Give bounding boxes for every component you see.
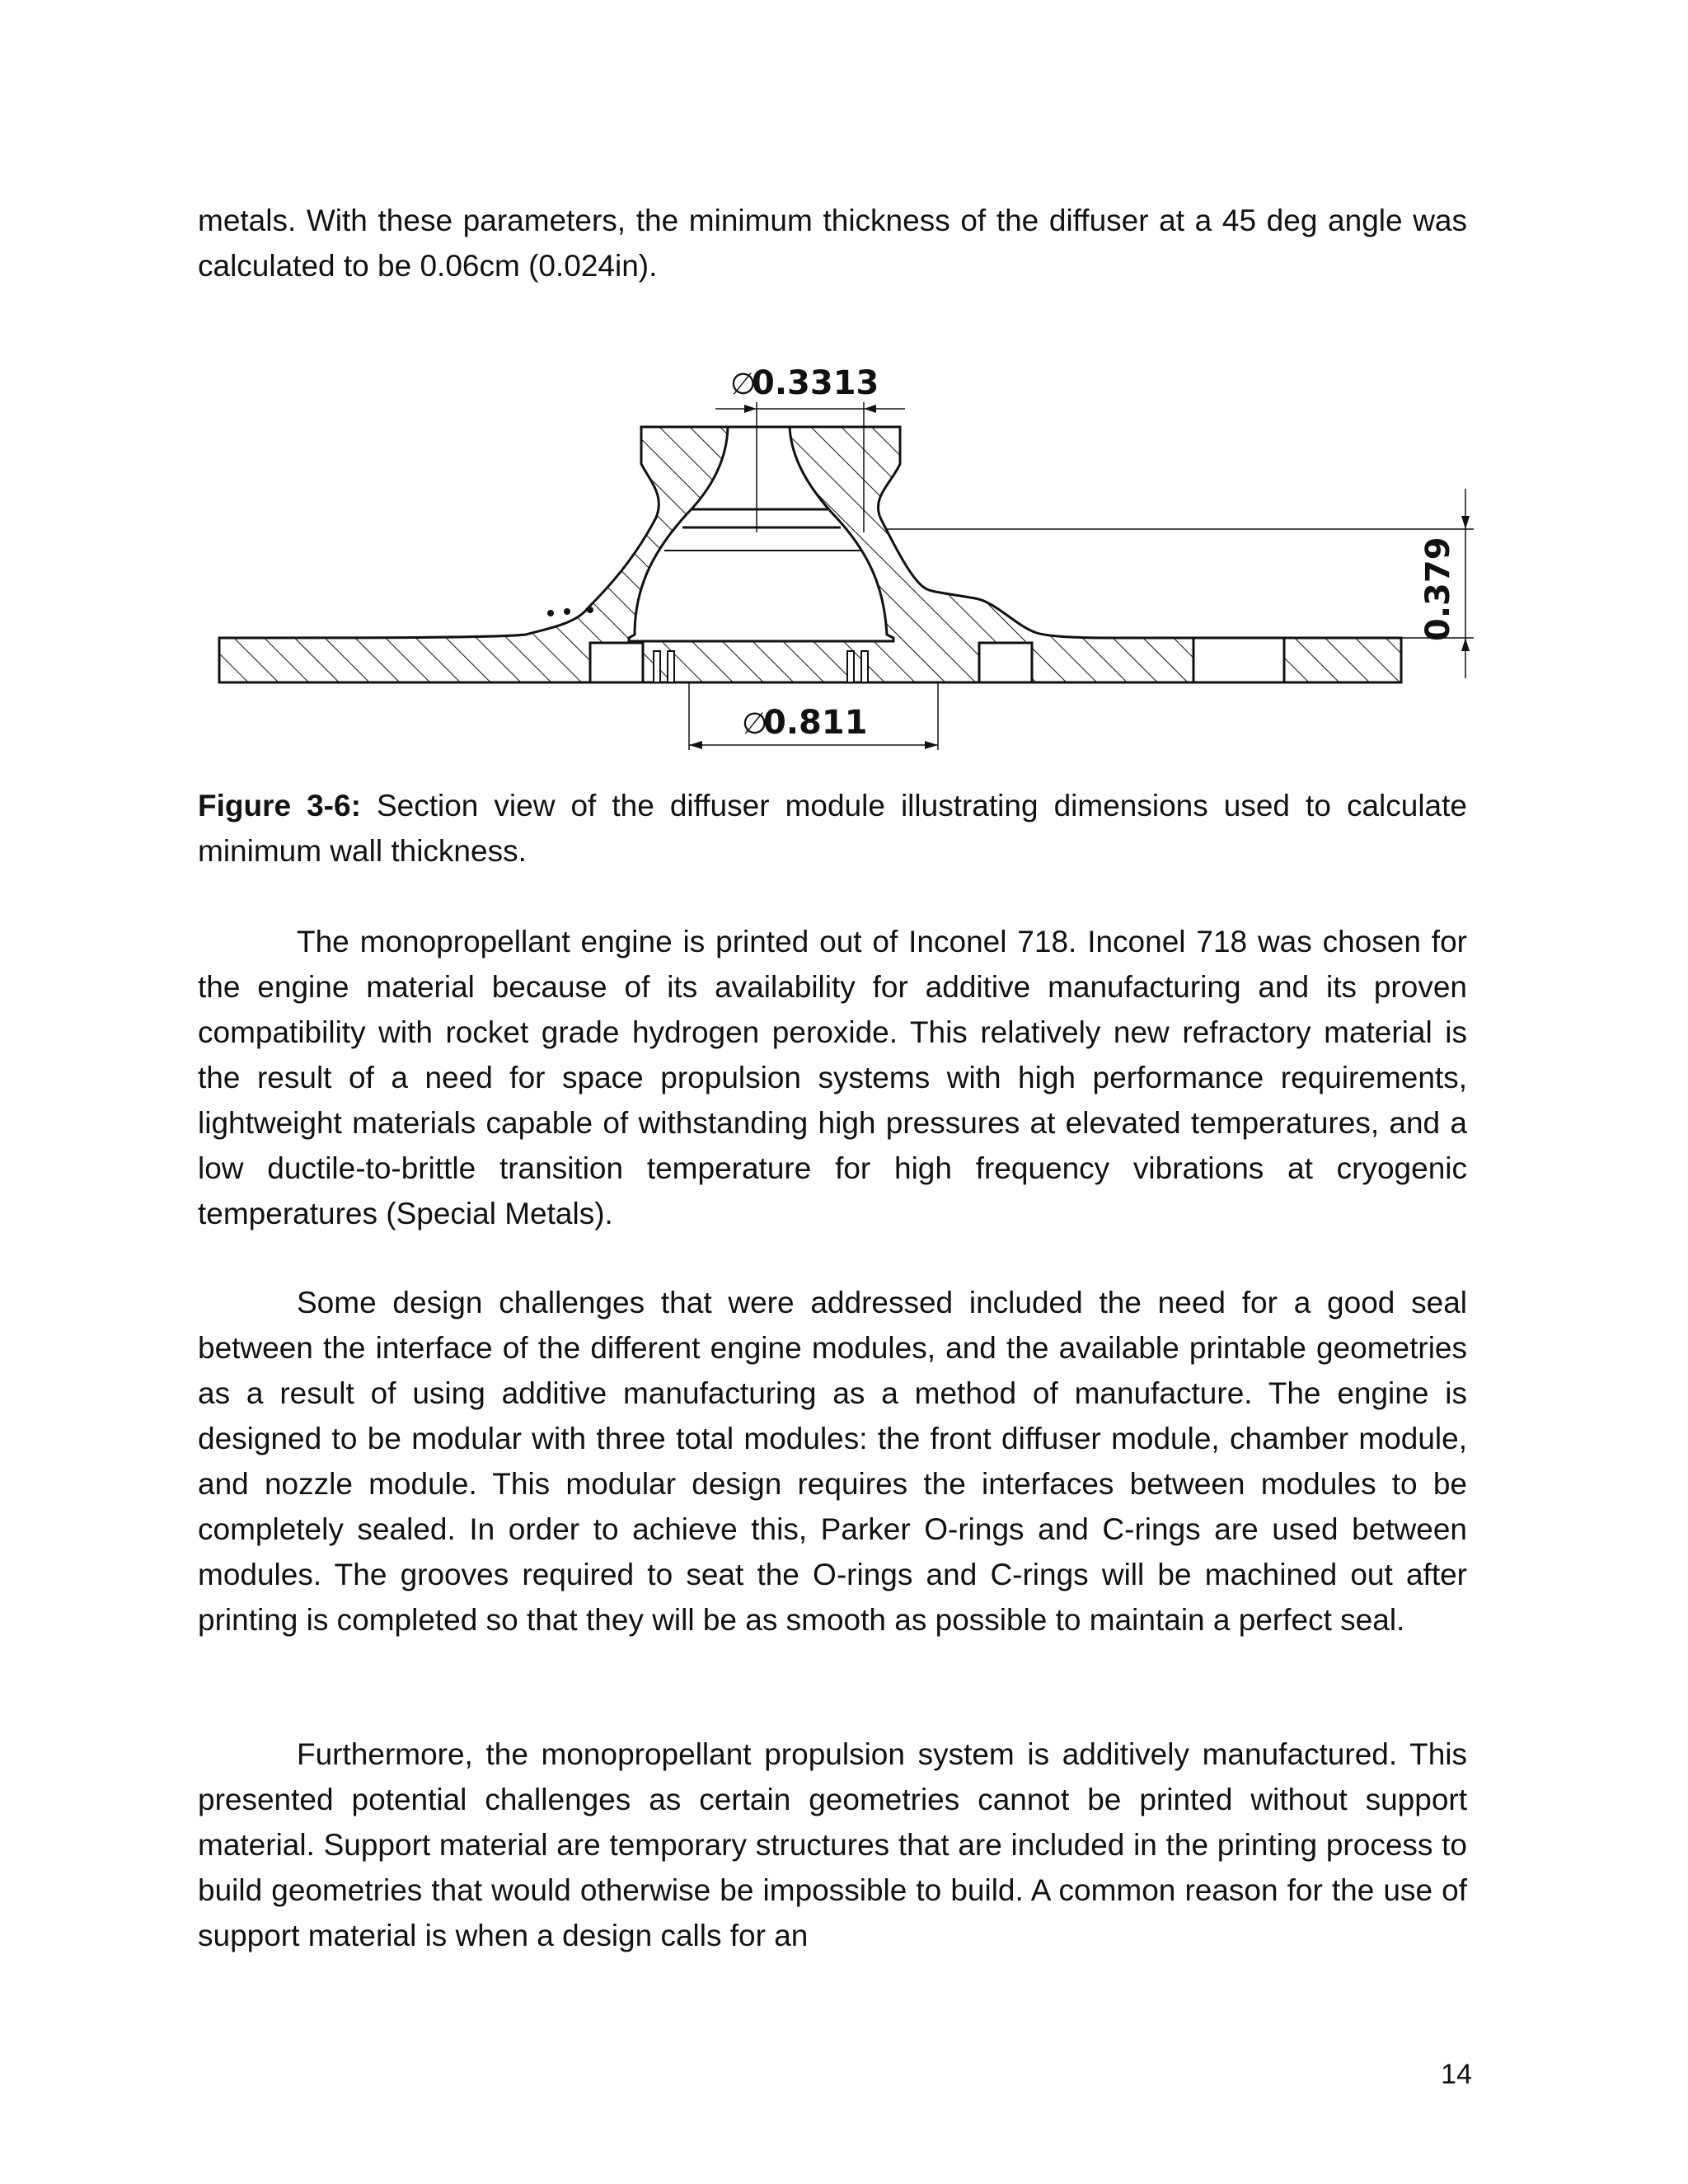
dim-bottom-symbol: ∅ (742, 707, 768, 741)
figure-caption (198, 783, 1467, 874)
page-number: 14 (1441, 2059, 1472, 2090)
caption-text: Section view of the diffuser module illustrating dimensions used to calculate minimum wall thickness. (198, 789, 1467, 868)
paragraph-3: Furthermore, the monopropellant propulsion system is additively manufactured. This presented potential challenges as certain geometries cannot be printed without support material. Support material are temporary structures that are included in the printing process to build geometries that would otherwise be impossible to build. A common reason for the use of support material is when a design calls for an (198, 1737, 1467, 1952)
paragraph-1: The monopropellant engine is printed out of Inconel 718. Inconel 718 was chosen for the engine material because of its availability for additive manufacturing and its proven compatibility with rocket grade hydrogen peroxide. This relatively new refractory material is the result of a need for space propulsion systems with high performance requirements, lightweight materials capable of withstanding high pressures at elevated temperatures, and a low ductile-to-brittle transition temperature for high frequency vibrations at cryogenic temperatures (Special Metals). (198, 925, 1467, 1230)
paragraph-2: Some design challenges that were addressed included the need for a good seal between the interface of the different engine modules, and the available printable geometries as a result of using additive manufacturing as a method of manufacture. The engine is designed to be modular with three total modules: the front diffuser module, chamber module, and nozzle module. This modular design requires the interfaces between modules to be completely sealed. In order to achieve this, Parker O-rings and C-rings are used between modules. The grooves required to seat the O-rings and C-rings will be machined out after printing is completed so that they will be as smooth as possible to maintain a perfect seal. (198, 1286, 1467, 1637)
dim-top-label: 0.3313 (752, 364, 879, 402)
caption-label: Figure 3-6: (198, 789, 361, 823)
dim-bottom-label: 0.811 (763, 704, 868, 742)
diffuser-section-figure (213, 344, 1482, 757)
dim-right-label: 0.379 (1419, 537, 1457, 641)
paragraph-intro: metals. With these parameters, the minimum thickness of the diffuser at a 45 deg angle was calculated to be 0.06cm (0.024in). (198, 204, 1467, 283)
dim-top-symbol: ∅ (730, 368, 757, 401)
